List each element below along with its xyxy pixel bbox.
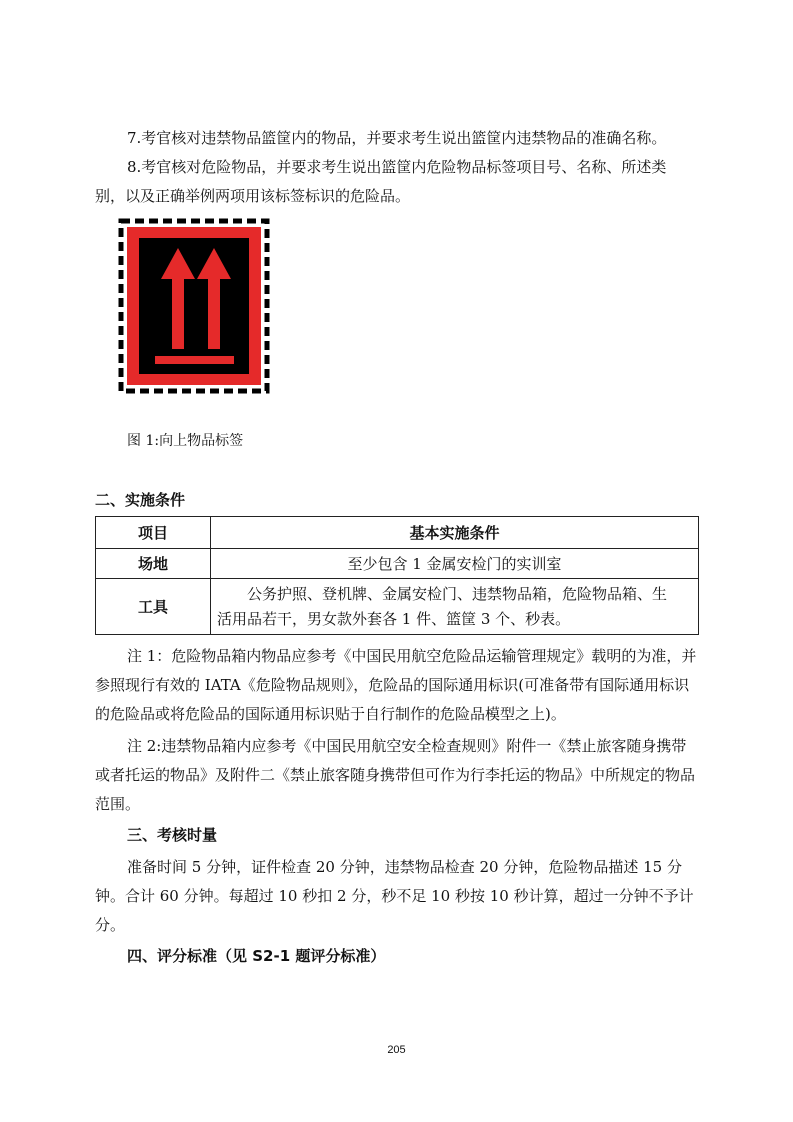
- table-header-condition: 基本实施条件: [211, 517, 699, 549]
- table-header-row: [96, 517, 699, 549]
- condition-line: 至少包含 1 金属安检门的实训室: [347, 555, 562, 573]
- this-way-up-arrows-icon: [118, 218, 270, 394]
- table-row: [96, 549, 699, 579]
- note-2-line: 或者托运的物品》及附件二《禁止旅客随身携带但可作为行李托运的物品》中所规定的物品: [95, 766, 696, 784]
- paragraph-item-8-line-1: 8.考官核对危险物品，并要求考生说出篮筐内危险物品标签项目号、名称、所述类: [127, 158, 667, 176]
- page-number: 205: [387, 1044, 406, 1056]
- condition-line: 活用品若干，男女款外套各 1 件、篮筐 3 个、秒表。: [217, 609, 571, 628]
- table-header-item: 项目: [96, 517, 211, 549]
- note-1-line: 参照现行有效的 IATA《危险物品规则》，危险品的国际通用标识(可准备带有国际通用标识: [95, 676, 690, 694]
- table-cell-item: 工具: [96, 579, 211, 635]
- section-3-line: 分。: [95, 916, 126, 934]
- table-row: [96, 579, 699, 635]
- paragraph-item-8-line-2: 别，以及正确举例两项用该标签标识的危险品。: [95, 187, 411, 205]
- note-1-line: 注 1：危险物品箱内物品应参考《中国民用航空危险品运输管理规定》载明的为准，并: [127, 647, 697, 665]
- conditions-table: [95, 516, 699, 635]
- section-3-line: 钟。合计 60 分钟。每超过 10 秒扣 2 分，秒不足 10 秒按 10 秒计算，超过一分钟不予计: [95, 887, 694, 905]
- section-3-heading: 三、考核时量: [127, 826, 218, 844]
- paragraph-item-7: 7.考官核对违禁物品篮筐内的物品，并要求考生说出篮筐内违禁物品的准确名称。: [127, 129, 667, 147]
- table-cell-condition: [211, 549, 699, 579]
- section-3-line: 准备时间 5 分钟，证件检查 20 分钟，违禁物品检查 20 分钟，危险物品描述 15 分: [127, 858, 682, 876]
- table-cell-item: 场地: [96, 549, 211, 579]
- condition-line: 公务护照、登机牌、金属安检门、违禁物品箱，危险物品箱、生: [217, 584, 668, 603]
- note-2-line: 范围。: [95, 795, 141, 813]
- section-4-heading: 四、评分标准（见 S2-1 题评分标准）: [127, 947, 386, 965]
- figure-caption: 图 1:向上物品标签: [127, 433, 244, 449]
- table-cell-condition: [211, 579, 699, 635]
- note-1-line: 的危险品或将危险品的国际通用标识贴于自行制作的危险品模型之上)。: [95, 705, 566, 723]
- note-2-line: 注 2:违禁物品箱内应参考《中国民用航空安全检查规则》附件一《禁止旅客随身携带: [127, 737, 687, 755]
- section-2-heading: 二、实施条件: [95, 491, 186, 509]
